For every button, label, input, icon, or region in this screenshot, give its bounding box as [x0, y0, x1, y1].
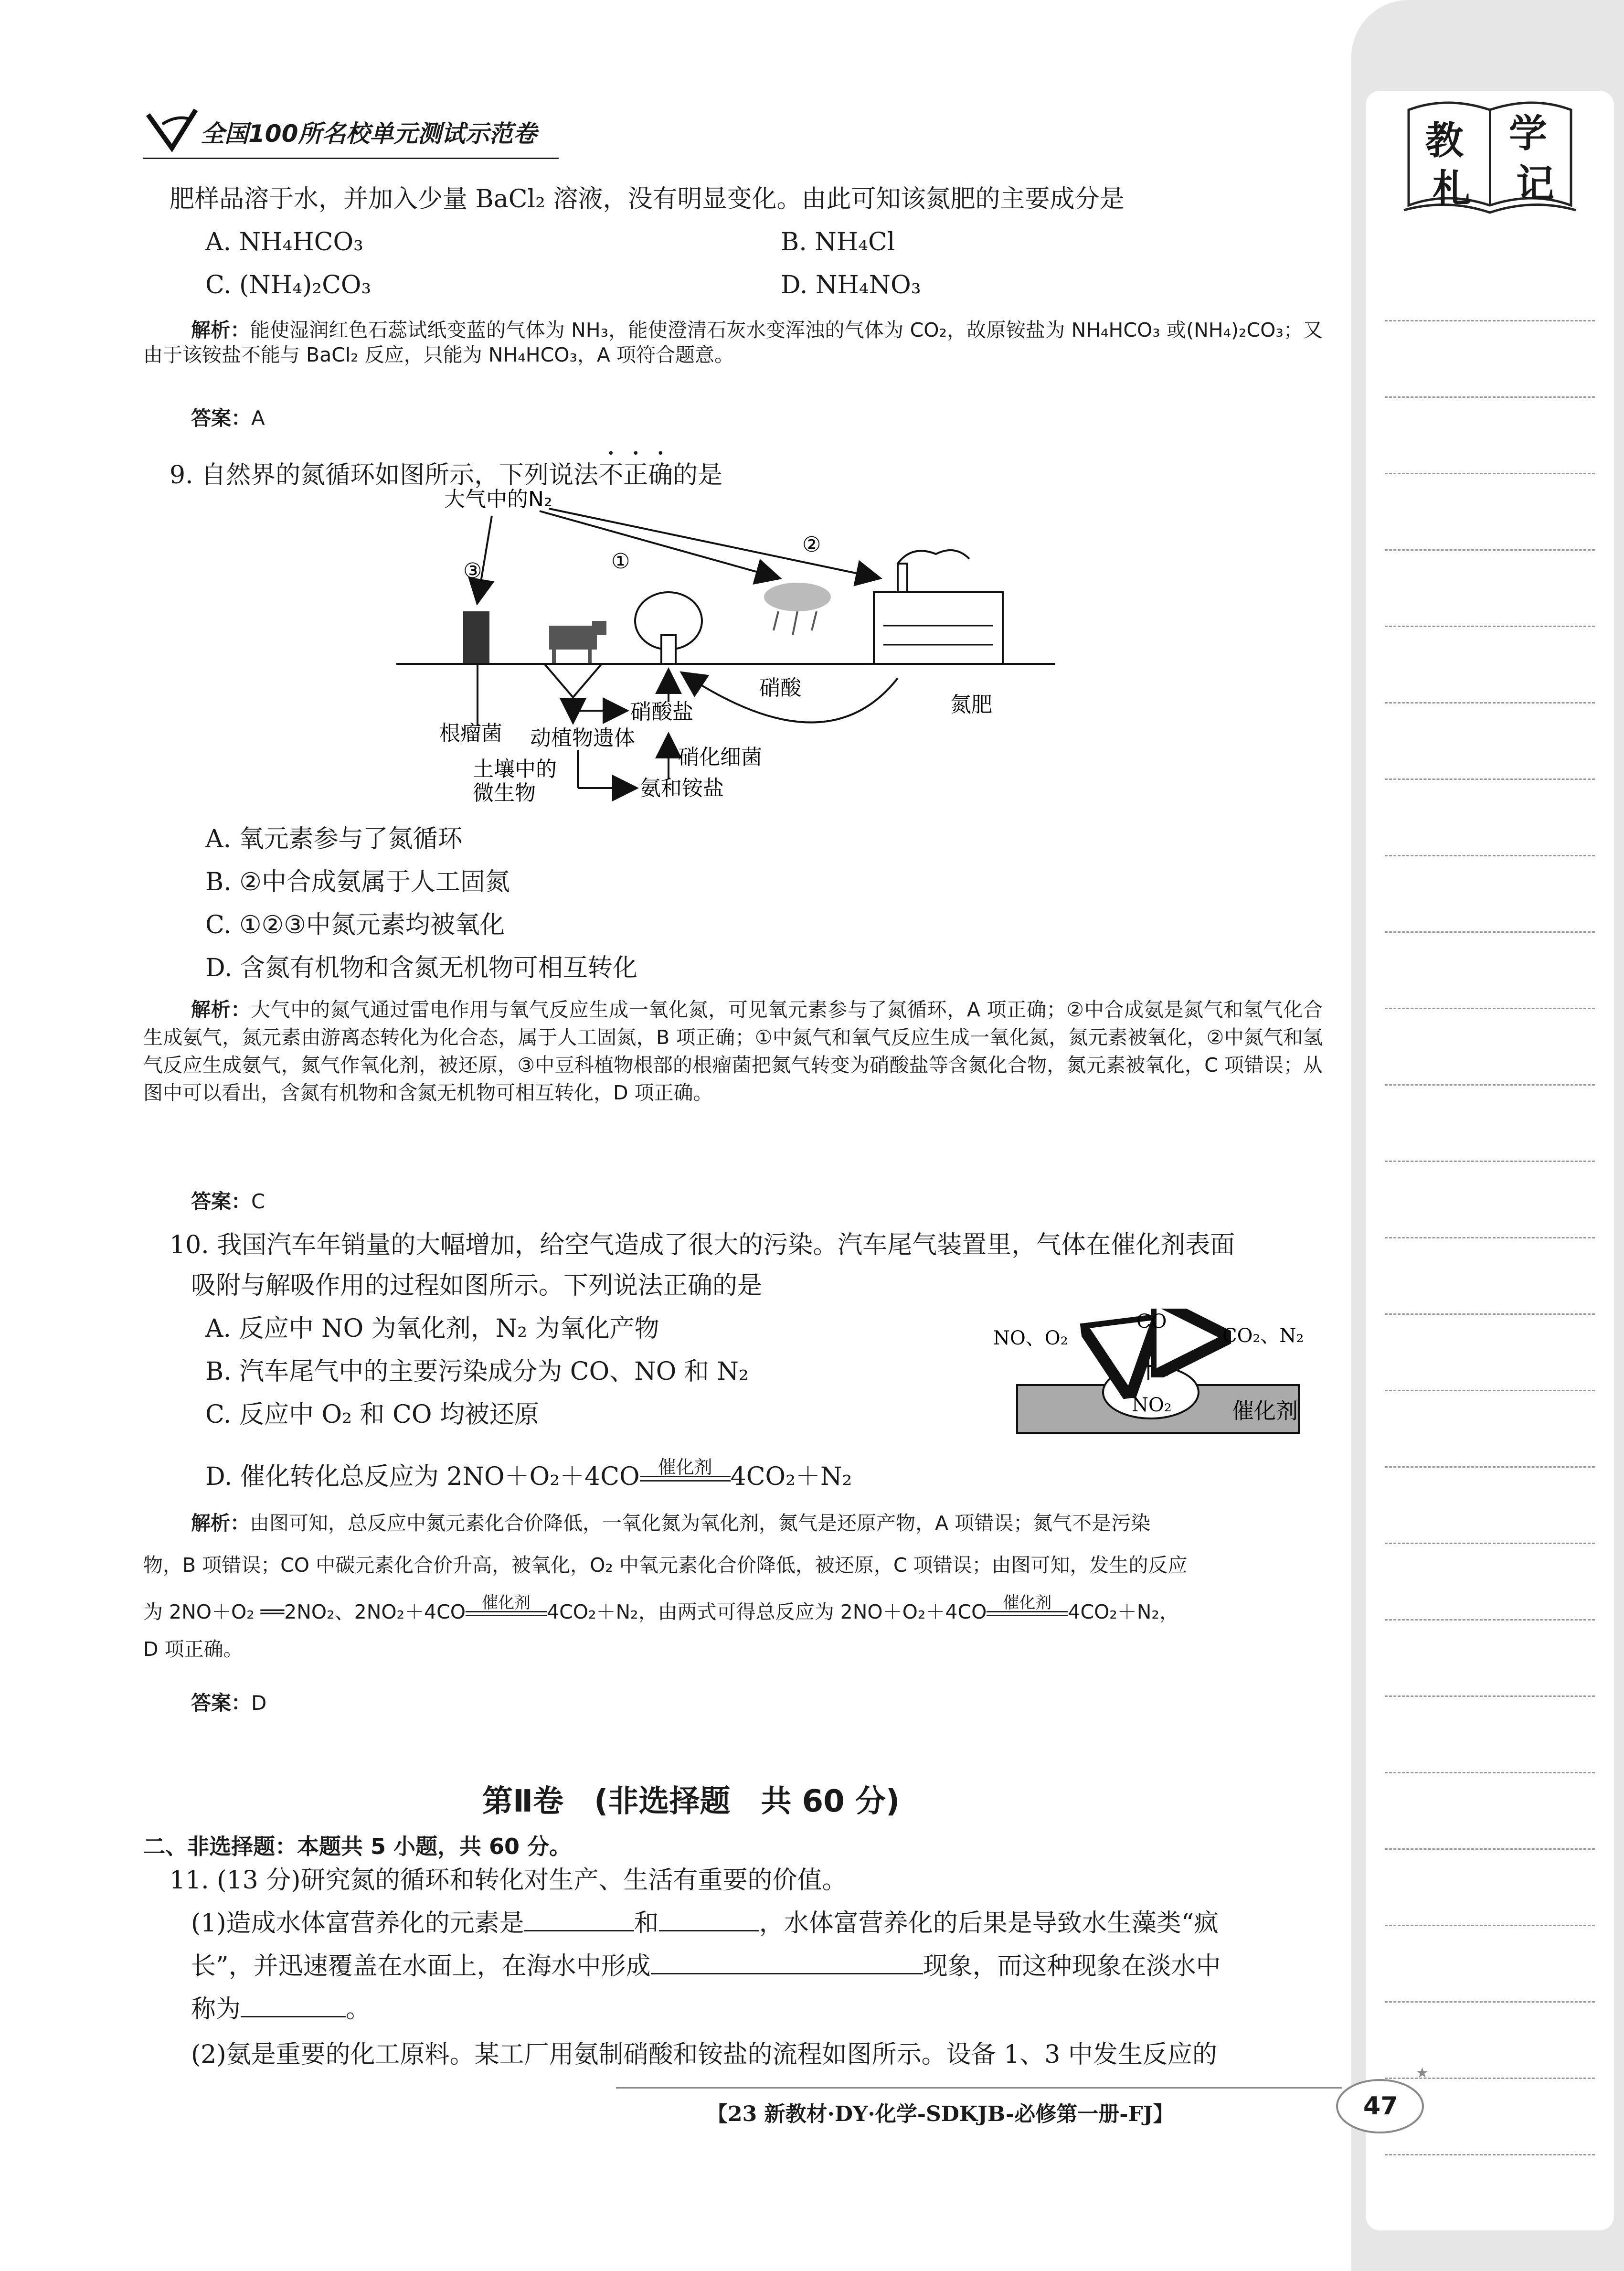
catalyst-arrow [640, 1457, 731, 1492]
text: 。 [346, 1995, 371, 2024]
diagram-soil-microbes: 土壤中的 [473, 757, 557, 781]
q11-part1-line2 [191, 1951, 1221, 1982]
text: ，水体富营养化的后果是导致水生藻类“疯 [759, 1909, 1219, 1938]
diagram-circle-3: ③ [463, 559, 482, 583]
sidebar-title-char: 教 [1425, 118, 1464, 163]
note-line [1385, 2001, 1595, 2003]
analysis-label: 解析： [191, 998, 251, 1021]
answer-blank[interactable] [651, 1952, 923, 1974]
q11-part2: (2)氨是重要的化工原料。某工厂用氨制硝酸和铵盐的流程如图所示。设备 1、3 中发生反应的 [191, 2040, 1217, 2069]
logo-icon [143, 105, 201, 158]
q10-stem-line2: 吸附与解吸作用的过程如图所示。下列说法正确的是 [191, 1271, 763, 1300]
sidebar-title-char: 记 [1516, 161, 1554, 206]
note-line [1385, 702, 1595, 704]
analysis-label: 解析： [191, 319, 250, 341]
header-rule [143, 158, 559, 159]
q8-answer [191, 406, 265, 431]
cow-icon [549, 621, 606, 664]
analysis-equation-line [143, 1593, 1323, 1626]
svg-text:★: ★ [1416, 2065, 1429, 2081]
answer-blank[interactable] [659, 1909, 759, 1931]
note-line [1385, 320, 1595, 321]
q9-stem-emphasis: 不正确 [598, 461, 673, 490]
q11-stem: 11. (13 分)研究氮的循环和转化对生产、生活有重要的价值。 [170, 1866, 847, 1895]
nitrogen-cycle-diagram [396, 482, 1055, 826]
note-line [1385, 1008, 1595, 1009]
footer-series: 【23 新教材·DY·化学-SDKJB-必修第一册-FJ】 [707, 2102, 1174, 2126]
answer-value: A [251, 406, 265, 430]
analysis-text: 能使湿润红色石蕊试纸变蓝的气体为 NH₃，能使澄清石灰水变浑浊的气体为 CO₂，故原铵盐为 NH₄HCO₃ 或(NH₄)₂CO₃；又由于该铵盐不能与 BaCl₂ 反应，只能为 NH₄HCO₃，A 项符合题意。 [143, 319, 1323, 366]
legume-plant-icon [463, 611, 489, 664]
diagram-input: NO、O₂ [993, 1327, 1068, 1349]
diagram-remains: 动植物遗体 [530, 726, 635, 750]
diagram-fertilizer: 氮肥 [950, 693, 992, 717]
note-line [1385, 1084, 1595, 1086]
part2-instruction: 二、非选择题：本题共 5 小题，共 60 分。 [143, 1834, 572, 1859]
answer-value: C [251, 1190, 265, 1213]
q9-answer [191, 1189, 265, 1214]
q9-option-d: D. 含氮有机物和含氮无机物可相互转化 [205, 954, 637, 982]
answer-value: D [251, 1691, 267, 1715]
analysis-text: 大气中的氮气通过雷电作用与氧气反应生成一氧化氮，可见氧元素参与了氮循环，A 项正确；②中合成氨是氮气和氢气化合生成氨气，氮元素由游离态转化为化合态，属于人工固氮，B 项正确；①中氮气和氧气反应生成一氧化氮，氮元素被氧化，②中氮气和氢气反应生成氨气，氮气作氧化剂，被还原，③中豆科植物根部的根瘤菌把氮气转变为硝酸盐等含氮化合物，氮元素被氧化，C 项错误；从图中可以看出，含氮有机物和含氮无机物可相互转化，D 项正确。 [143, 998, 1323, 1104]
analysis-text: 4CO₂＋N₂，由两式可得总反应为 2NO＋O₂＋4CO [547, 1600, 987, 1623]
diagram-output: CO₂、N₂ [1222, 1325, 1304, 1347]
note-line [1385, 1237, 1595, 1238]
analysis-text: D 项正确。 [143, 1638, 243, 1661]
catalyst-label: 催化剂 [482, 1593, 531, 1612]
arrow-2 [549, 509, 879, 578]
note-line [1385, 1466, 1595, 1468]
note-line [1385, 549, 1595, 551]
analysis-text: 为 2NO＋O₂ ══2NO₂、2NO₂＋4CO [143, 1600, 466, 1623]
diagram-atmosphere: 大气中的N₂ [444, 487, 552, 512]
catalyst-arrow [987, 1593, 1068, 1626]
text: (1)造成水体富营养化的元素是 [191, 1909, 524, 1938]
note-line [1385, 1619, 1595, 1621]
q9-stem-after: 的是 [673, 461, 723, 490]
analysis-text: 由图可知，总反应中氮元素化合价降低，一氧化氮为氧化剂，氮气是还原产物，A 项错误；氮气不是污染 [250, 1512, 1151, 1535]
diagram-nitrifying: 硝化细菌 [678, 745, 762, 769]
diagram-circle-1: ① [611, 549, 630, 574]
text: 和 [634, 1909, 659, 1938]
note-line [1385, 1161, 1595, 1162]
note-line [1385, 778, 1595, 780]
diagram-ammonia: 氨和铵盐 [640, 776, 724, 800]
part2-title: 第Ⅱ卷 (非选择题 共 60 分) [482, 1784, 900, 1819]
q8-analysis [143, 318, 1323, 367]
note-line [1385, 1390, 1595, 1391]
diagram-nodule-bacteria: 根瘤菌 [439, 721, 502, 746]
sidebar-title-char: 学 [1509, 111, 1547, 156]
header-title: 全国100所名校单元测试示范卷 [201, 120, 537, 148]
answer-label: 答案： [191, 406, 252, 430]
catalyst-label: 催化剂 [658, 1457, 712, 1478]
factory-icon [874, 550, 1003, 664]
arrow-1 [540, 511, 778, 578]
option-d-suffix: 4CO₂＋N₂ [730, 1462, 852, 1491]
note-line [1385, 1695, 1595, 1697]
q11-part1-line1 [191, 1908, 1219, 1939]
notes-panel [1366, 91, 1614, 2230]
q10-option-a: A. 反应中 NO 为氧化剂，N₂ 为氧化产物 [205, 1314, 659, 1343]
input-arrow [1084, 1337, 1127, 1375]
diagram-circle-2: ② [802, 533, 821, 557]
note-line [1385, 626, 1595, 627]
q9-analysis [143, 996, 1323, 1107]
q8-option-d: D. NH₄NO₃ [781, 271, 921, 299]
catalyst-label: 催化剂 [1003, 1593, 1052, 1612]
catalyst-arrow [466, 1593, 547, 1626]
diagram-soil-microbes: 微生物 [473, 781, 536, 805]
catalyst-diagram [984, 1309, 1327, 1442]
sidebar-title-char: 札 [1433, 166, 1471, 211]
option-d-prefix: D. 催化转化总反应为 2NO＋O₂＋4CO [205, 1462, 640, 1491]
text: 现象，而这种现象在淡水中 [923, 1952, 1221, 1981]
diagram-nitrate: 硝酸盐 [630, 700, 693, 724]
note-line [1385, 1313, 1595, 1315]
q10-option-c: C. 反应中 O₂ 和 CO 均被还原 [205, 1400, 540, 1429]
q9-stem-before: 9. 自然界的氮循环如图所示，下列说法 [170, 461, 599, 490]
q10-answer [191, 1691, 266, 1716]
answer-blank[interactable] [524, 1909, 634, 1931]
q8-option-c: C. (NH₄)₂CO₃ [205, 271, 372, 299]
note-line [1385, 931, 1595, 933]
note-line [1385, 396, 1595, 398]
q10-option-d [205, 1457, 852, 1492]
answer-blank[interactable] [241, 1995, 346, 2017]
q10-option-b: B. 汽车尾气中的主要污染成分为 CO、NO 和 N₂ [205, 1357, 749, 1386]
note-line [1385, 2154, 1595, 2155]
tree-icon [635, 592, 702, 664]
analysis-text: 4CO₂＋N₂， [1068, 1600, 1179, 1623]
q8-option-b: B. NH₄Cl [781, 228, 895, 256]
analysis-text: 物，B 项错误；CO 中碳元素化合价升高，被氧化，O₂ 中氧元素化合价降低，被还原，C 项错误；由图可知，发生的反应 [143, 1554, 1188, 1577]
diagram-co: CO [1136, 1311, 1167, 1333]
note-line [1385, 1925, 1595, 1926]
note-line [1385, 1772, 1595, 1773]
text: 长”，并迅速覆盖在水面上，在海水中形成 [191, 1952, 651, 1981]
q8-stem: 肥样品溶于水，并加入少量 BaCl₂ 溶液，没有明显变化。由此可知该氮肥的主要成分是 [170, 185, 1125, 213]
q9-option-c: C. ①②③中氮元素均被氧化 [205, 911, 505, 939]
diagram-no2: NO₂ [1132, 1394, 1172, 1416]
note-line [1385, 1848, 1595, 1850]
lightning-cloud-icon [764, 583, 831, 635]
q8-option-a: A. NH₄HCO₃ [205, 228, 363, 256]
note-line [1385, 855, 1595, 856]
answer-label: 答案： [191, 1190, 252, 1213]
answer-label: 答案： [191, 1691, 252, 1715]
page-number: 47 [1363, 2092, 1398, 2121]
diagram-catalyst: 催化剂 [1232, 1398, 1298, 1424]
text: 称为 [191, 1995, 241, 2024]
note-line [1385, 1543, 1595, 1544]
q9-option-b: B. ②中合成氨属于人工固氮 [205, 868, 510, 896]
q10-stem-line1: 10. 我国汽车年销量的大幅增加，给空气造成了很大的污染。汽车尾气装置里，气体在催化剂表面 [170, 1231, 1235, 1259]
diagram-nitric-acid: 硝酸 [759, 676, 801, 700]
q9-option-a: A. 氧元素参与了氮循环 [205, 825, 463, 853]
q11-part1-line3 [191, 1994, 371, 2025]
connector-line [544, 664, 602, 697]
analysis-label: 解析： [191, 1512, 250, 1535]
note-line [1385, 473, 1595, 474]
footer-rule [616, 2087, 1342, 2089]
q10-analysis [143, 1509, 1323, 1663]
